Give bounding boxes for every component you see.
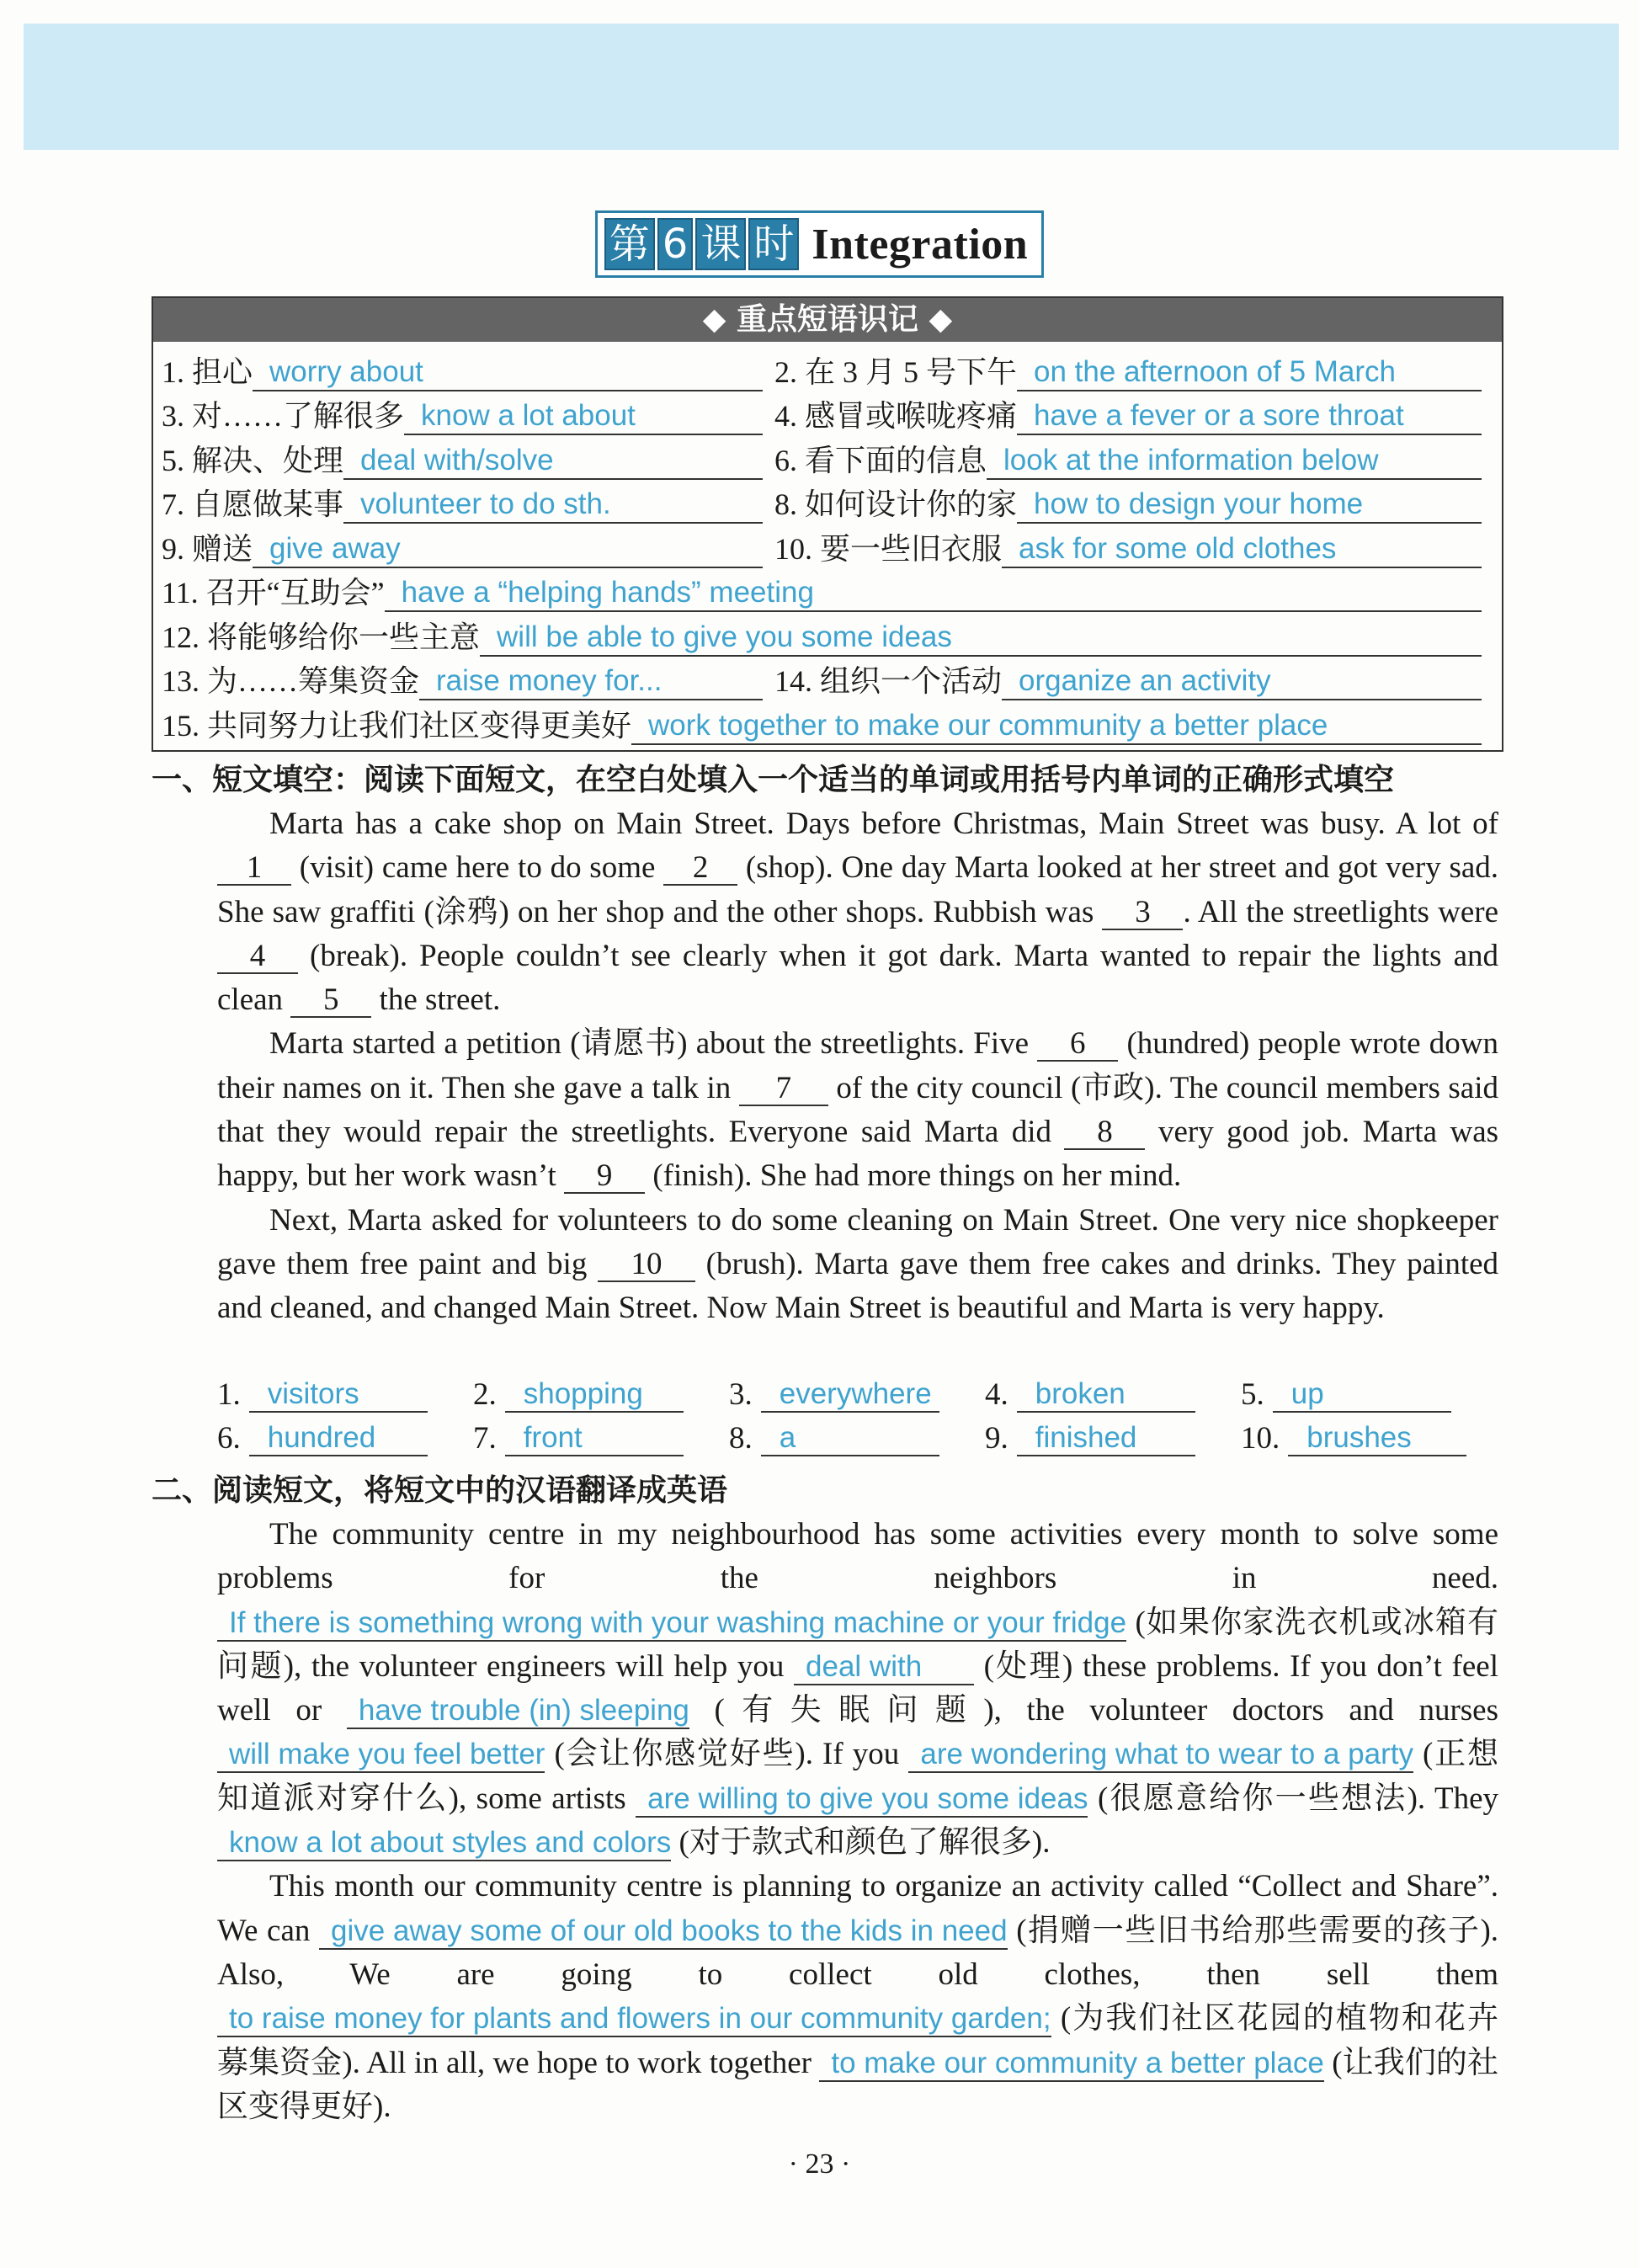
answer-item: [985, 1420, 1241, 1456]
phrase-item: [774, 437, 1493, 480]
answer-number: 6.: [217, 1421, 241, 1456]
phrase-row: [162, 435, 1493, 480]
phrase-item: [162, 569, 1493, 612]
answer-value: broken: [1017, 1377, 1195, 1413]
blank-1: 1: [217, 852, 291, 886]
passage-text: Next, Marta asked for volunteers to do some cleaning on Main Street. One very nice shopkeeper gave them free paint and big: [217, 1202, 1498, 1281]
phrase-label: 12. 将能够给你一些主意: [162, 620, 481, 654]
phrase-row: [162, 700, 1493, 745]
page-number: · 23 ·: [788, 2148, 851, 2180]
phrase-item: [774, 525, 1493, 568]
phrase-item: [162, 437, 774, 480]
lesson-char: 时: [748, 218, 799, 270]
blank-3: 3: [1102, 897, 1183, 930]
passage-paragraph: [217, 1865, 1498, 2129]
passage-paragraph: [217, 1022, 1498, 1198]
phrase-item: [162, 481, 774, 524]
phrase-answer: work together to make our community a better place: [631, 708, 1482, 745]
passage-text: Marta has a cake shop on Main Street. Days before Christmas, Main Street was busy. A lot of: [269, 807, 1498, 841]
blank-6: 6: [1037, 1028, 1118, 1062]
answer-number: 9.: [985, 1421, 1008, 1456]
answer-number: 4.: [985, 1377, 1008, 1412]
section2-title: 二、阅读短文，将短文中的汉语翻译成英语: [152, 1473, 728, 1508]
phrase-answer: organize an activity: [1002, 663, 1482, 700]
blank-8: 8: [1064, 1116, 1145, 1150]
answer-value: front: [505, 1421, 684, 1456]
phrase-answer: deal with/solve: [343, 443, 763, 480]
section2-passage: [217, 1513, 1498, 2129]
phrase-item: [162, 349, 774, 391]
translation-answer: know a lot about styles and colors: [217, 1826, 671, 1861]
phrase-item: [162, 392, 774, 435]
translation-answer: will make you feel better: [217, 1738, 545, 1773]
phrase-answer: volunteer to do sth.: [343, 487, 763, 524]
phrase-answer: ask for some old clothes: [1002, 531, 1482, 568]
phrase-row: [162, 391, 1493, 436]
passage-text: (shop). One day Marta looked at her street and got very sad. She saw graffiti (涂鸦) on her shop and the other shops. Rubbish was: [217, 850, 1499, 929]
top-color-band: [24, 24, 1619, 150]
blank-2: 2: [663, 852, 737, 886]
key-phrases-list: [153, 342, 1502, 750]
phrase-answer: give away: [253, 531, 763, 568]
phrase-item: [774, 349, 1493, 391]
blank-4: 4: [217, 940, 298, 974]
answer-number: 2.: [473, 1377, 497, 1412]
phrase-label: 15. 共同努力让我们社区变得更美好: [162, 708, 632, 743]
passage-text: very good job. Marta was happy, but her work wasn’t: [217, 1115, 1499, 1194]
answer-number: 10.: [1241, 1421, 1280, 1456]
answer-value: shopping: [505, 1377, 684, 1413]
passage-text: (brush). Marta gave them free cakes and drinks. They painted and cleaned, and changed Main Street. Now Main Street is beautiful and Marta is very happy.: [217, 1246, 1499, 1326]
phrase-item: [162, 525, 774, 568]
phrase-label: 4. 感冒或喉咙疼痛: [774, 399, 1018, 433]
answer-item: [1241, 1420, 1497, 1456]
phrase-row: [162, 568, 1493, 613]
passage-text: of the city council (市政). The council members said that they would repair the streetlights. Everyone said Marta did: [217, 1070, 1499, 1150]
phrase-item: [162, 702, 1493, 745]
phrase-item: [774, 392, 1493, 435]
answer-value: a: [761, 1421, 939, 1456]
translation-answer: deal with: [794, 1650, 974, 1685]
answer-item: [217, 1376, 473, 1413]
phrase-answer: have a “helping hands” meeting: [385, 575, 1482, 612]
phrase-item: [774, 481, 1493, 524]
phrase-row: [162, 657, 1493, 701]
passage-text: (hundred) people wrote down their names on it. Then she gave a talk in: [217, 1026, 1498, 1105]
phrase-answer: raise money for...: [419, 663, 763, 700]
translation-answer: If there is something wrong with your washing machine or your fridge: [217, 1606, 1126, 1642]
lesson-char: 课: [695, 218, 746, 270]
answer-item: [985, 1376, 1241, 1413]
passage-paragraph: [217, 802, 1498, 1022]
lesson-char: 第: [604, 218, 655, 270]
answer-item: [473, 1420, 729, 1456]
passage-text: (visit) came here to do some: [299, 850, 656, 886]
blank-5: 5: [290, 984, 371, 1018]
phrase-label: 5. 解决、处理: [162, 443, 344, 477]
phrase-item: [162, 658, 774, 700]
blank-7: 7: [739, 1073, 828, 1106]
phrase-answer: look at the information below: [987, 443, 1482, 480]
passage-text: (break). People couldn’t see clearly when it got dark. Marta wanted to repair the lights and clean: [217, 938, 1498, 1018]
key-phrases-box: [152, 296, 1503, 752]
answer-row: [217, 1369, 1498, 1413]
lesson-char: 6: [657, 218, 694, 270]
answer-value: visitors: [249, 1377, 428, 1413]
passage-text: (捐赠一些旧书给那些需要的孩子). Also, We are going to collect old clothes, then sell them: [217, 1913, 1499, 1992]
passage-text: (有失眠问题), the volunteer doctors and nurses: [714, 1693, 1499, 1728]
translation-answer: have trouble (in) sleeping: [347, 1694, 689, 1729]
passage-text: (处理) these problems. If you don’t feel well or: [217, 1648, 1498, 1728]
section1-passage: [217, 802, 1498, 1331]
phrase-answer: will be able to give you some ideas: [480, 620, 1482, 657]
passage-text: (会让你感觉好些). If you: [554, 1737, 900, 1772]
phrase-answer: on the afternoon of 5 March: [1017, 354, 1482, 391]
lesson-title: [0, 210, 1639, 278]
phrase-row: [162, 612, 1493, 657]
answer-item: [473, 1376, 729, 1413]
phrase-label: 14. 组织一个活动: [774, 664, 1003, 698]
passage-text: (很愿意给你一些想法). They: [1097, 1781, 1499, 1816]
blank-10: 10: [598, 1248, 695, 1282]
translation-answer: give away some of our old books to the kids in need: [319, 1914, 1008, 1950]
passage-paragraph: [217, 1513, 1498, 1865]
phrase-answer: how to design your home: [1017, 487, 1482, 524]
translation-answer: are wondering what to wear to a party: [908, 1738, 1413, 1773]
answer-row: [217, 1413, 1498, 1456]
passage-text: . All the streetlights were: [1183, 894, 1498, 929]
answer-item: [217, 1420, 473, 1456]
phrase-row: [162, 347, 1493, 391]
passage-text: Marta started a petition (请愿书) about the streetlights. Five: [269, 1026, 1030, 1062]
key-phrases-header: ◆ 重点短语识记 ◆: [153, 298, 1502, 342]
phrase-label: 6. 看下面的信息: [774, 443, 987, 477]
passage-text: (正想知道派对穿什么), some artists: [217, 1737, 1499, 1816]
answer-number: 1.: [217, 1377, 241, 1412]
answer-number: 7.: [473, 1421, 497, 1456]
passage-text: (对于款式和颜色了解很多).: [678, 1825, 1051, 1861]
phrase-answer: know a lot about: [404, 398, 763, 435]
answer-item: [729, 1420, 985, 1456]
translation-answer: to raise money for plants and flowers in our community garden;: [217, 2002, 1051, 2037]
passage-text: (如果你家洗衣机或冰箱有问题), the volunteer engineers will help you: [217, 1605, 1499, 1684]
phrase-label: 3. 对……了解很多: [162, 399, 405, 433]
phrase-label: 9. 赠送: [162, 531, 253, 566]
phrase-row: [162, 524, 1493, 568]
passage-text: (让我们的社区变得更好).: [217, 2045, 1499, 2124]
section1-answer-key: [217, 1369, 1498, 1456]
phrase-label: 10. 要一些旧衣服: [774, 531, 1003, 566]
translation-answer: to make our community a better place: [819, 2047, 1324, 2082]
answer-value: finished: [1017, 1421, 1195, 1456]
phrase-label: 7. 自愿做某事: [162, 487, 344, 521]
phrase-label: 13. 为……筹集资金: [162, 664, 420, 698]
answer-number: 8.: [729, 1421, 753, 1456]
passage-text: This month our community centre is planning to organize an activity called “Collect and Share”. We can: [217, 1869, 1498, 1948]
phrase-answer: have a fever or a sore throat: [1017, 398, 1482, 435]
phrase-item: [774, 658, 1493, 700]
answer-item: [1241, 1376, 1497, 1413]
passage-text: the street.: [379, 982, 501, 1018]
answer-number: 3.: [729, 1377, 753, 1412]
blank-9: 9: [564, 1160, 645, 1194]
phrase-label: 8. 如何设计你的家: [774, 487, 1018, 521]
answer-item: [729, 1376, 985, 1413]
phrase-label: 1. 担心: [162, 354, 253, 389]
phrase-item: [162, 614, 1493, 657]
phrase-row: [162, 480, 1493, 524]
passage-paragraph: [217, 1199, 1498, 1331]
phrase-label: 11. 召开“互助会”: [162, 576, 385, 610]
translation-answer: are willing to give you some ideas: [636, 1782, 1088, 1818]
phrase-label: 2. 在 3 月 5 号下午: [774, 354, 1018, 389]
phrase-answer: worry about: [253, 354, 763, 391]
passage-text: The community centre in my neighbourhood has some activities every month to solve some problems for the neighbors in need.: [217, 1517, 1498, 1596]
lesson-title-box: [595, 210, 1044, 278]
section1-title: 一、短文填空：阅读下面短文，在空白处填入一个适当的单词或用括号内单词的正确形式填空: [152, 763, 1395, 797]
answer-number: 5.: [1241, 1377, 1264, 1412]
answer-value: hundred: [249, 1421, 428, 1456]
answer-value: up: [1273, 1377, 1451, 1413]
passage-text: (finish). She had more things on her mind.: [652, 1158, 1182, 1194]
passage-text: (为我们社区花园的植物和花卉募集资金). All in all, we hope to work together: [217, 2001, 1498, 2080]
answer-value: everywhere: [761, 1377, 939, 1413]
answer-value: brushes: [1288, 1421, 1466, 1456]
lesson-title-text: Integration: [812, 220, 1029, 269]
